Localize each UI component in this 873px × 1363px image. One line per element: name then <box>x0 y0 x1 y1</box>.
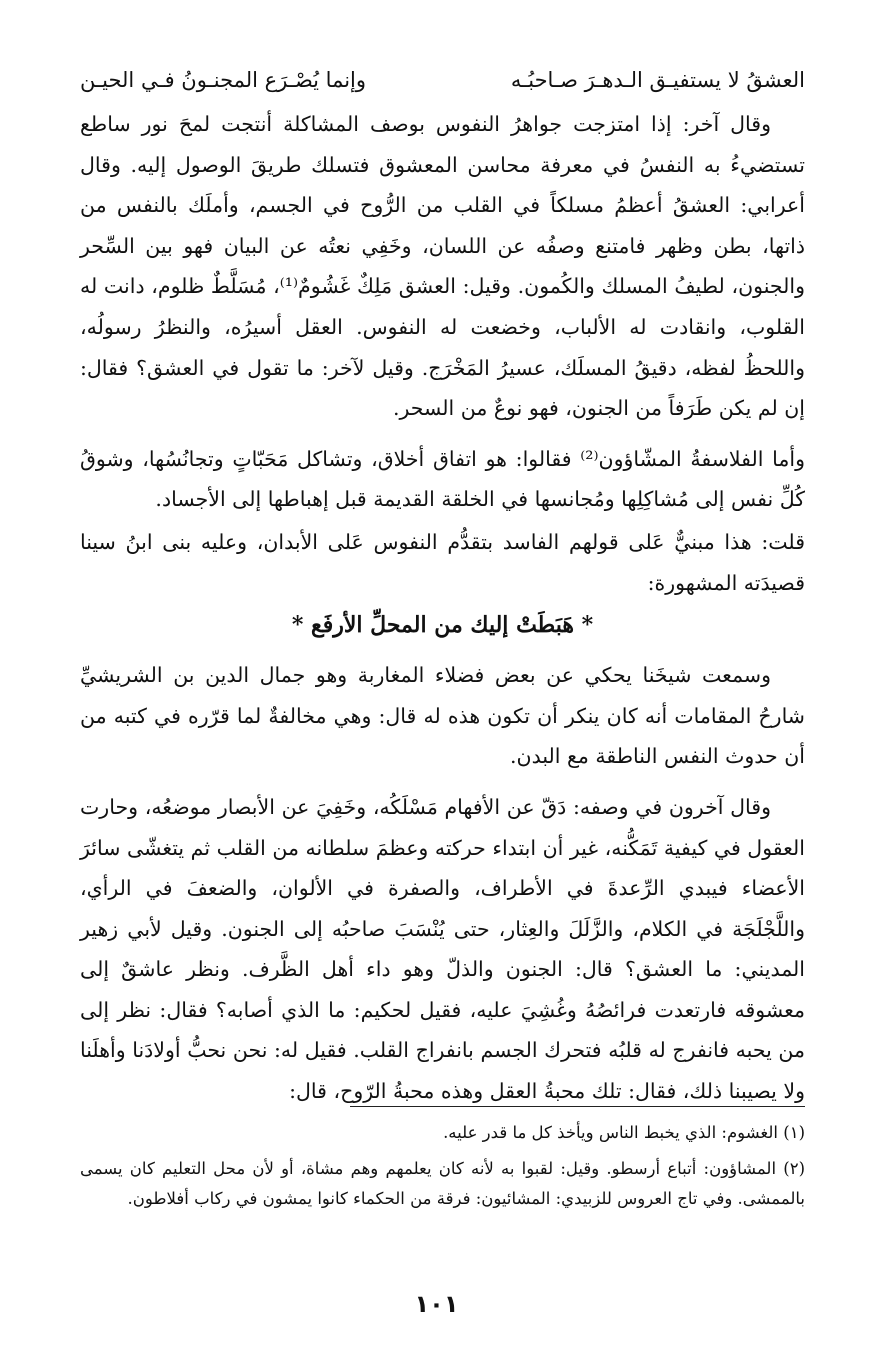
paragraph-1: وقال آخر: إذا امتزجت جواهرُ النفوس بوصف المشاكلة أنتجت لمحَ نور ساطع تستضيءُ به النفسُ في معرفة محاسن المعشوق فتسلك طريقَ الوصول إليه. وقال أعرابي: العشقُ أعظمُ مسلكاً في القلب من الرُّوح في الجسم، وأملَك بالنفس من ذاتها، بطن وظهر فامتنع وصفُه عن اللسان، وخَفِي نعتُه عن البيان فهو بين السِّحر والجنون، لطيفُ المسلك والكُمون. وقيل: العشق مَلِكٌ غَشُومٌ⁽¹⁾، مُسَلَّطٌ ظلوم، دانت له القلوب، وانقادت له الألباب، وخضعت له النفوس. العقل أسيرُه، والنظرُ رسولُه، واللحظُ لفظه، دقيقُ المسلَك، عسيرُ المَخْرَج. وقيل لآخر: ما تقول في العشق؟ فقال: إن لم يكن طَرَفاً من الجنون، فهو نوعٌ من السحر. <box>80 112 805 421</box>
page-number: ١٠١ <box>414 1290 459 1318</box>
paragraph-2: وأما الفلاسفةُ المشّاؤون⁽²⁾ فقالوا: هو اتفاق أخلاق، وتشاكل مَحَبّاتٍ وتجانُسُها، وشوقُ كُلِّ نفس إلى مُشاكِلِها ومُجانسها في الخلقة القديمة قبل إهباطها إلى الأجساد. <box>80 446 806 512</box>
paragraph-4: وقال آخرون في وصفه: دَقّ عن الأفهام مَسْلَكُه، وخَفِيَ عن الأبصار موضعُه، وحارت العقول في كيفية تَمَكُّنه، غير أن ابتداء حركته وعظمَ سلطانه من القلب ثم يتغشّى سائرَ الأعضاء فيبدي الرِّعدةَ في الأطراف، والصفرة في الألوان، والضعفَ في الرأي، واللَّجْلَجَة في الكلام، والزَّلَلَ والعِثار، حتى يُنْسَبَ صاحبُه إلى الجنون. وقيل لأبي زهير المديني: ما العشق؟ قال: الجنون والذلّ وهو داء أهل الظَّرف. ونظر عاشقٌ إلى معشوقه فارتعدت فرائصُهُ وغُشِيَ عليه، فقيل لحكيم: ما الذي أصابه؟ فقال: نظر إلى من يحبه فانفرج له قلبُه فتحرك الجسم بانفراج القلب. فقيل له: نحن نحبُّ أولادَنا وأهلَنا ولا يصيبنا ذلك، فقال: تلك محبةُ العقل وهذه محبةُ الرّوح، قال: <box>80 794 805 1104</box>
footnote-1: (١) الغشوم: الذي يخبط الناس ويأخذ كل ما قدر عليه. <box>443 1123 805 1142</box>
verse-hemistich-right: العشقُ لا يستفيـق الـدهـرَ صـاحبُـه <box>510 68 805 92</box>
footnotes <box>80 1118 805 1220</box>
paragraph-note: قلت: هذا مبنيٌّ عَلى قولهم الفاسد بتقدُّم النفوس عَلى الأبدان، وعليه بنى ابنُ سينا قصيدَته المشهورة: <box>80 529 805 595</box>
paragraph-3: وسمعت شيخَنا يحكي عن بعض فضلاء المغاربة وهو جمال الدين بن الشريشيِّ شارحُ المقامات أنه كان ينكر أن تكون هذه له قال: وهي مخالفةٌ لما قرّره في كتبه من أن حدوث النفس الناطقة مع البدن. <box>80 663 805 769</box>
page-body <box>80 60 805 1122</box>
footnote-divider <box>350 1106 805 1107</box>
verse-line <box>80 60 805 100</box>
footnote-2: (٢) المشاؤون: أتباع أرسطو. وقيل: لقبوا به لأنه كان يعلمهم وهم مشاة، أو لأن محل التعليم كان يسمى بالممشى. وفي تاج العروس للزبيدي: المشائيون: فرقة من الحكماء كانوا يمشون في ركاب أفلاطون. <box>80 1159 805 1208</box>
centered-poem-line: * هَبَطَتْ إليك من المحلِّ الأرفَع * <box>291 612 594 639</box>
verse-hemistich-left: وإنما يُصْـرَع المجنـونُ فـي الحيـن <box>80 68 367 92</box>
